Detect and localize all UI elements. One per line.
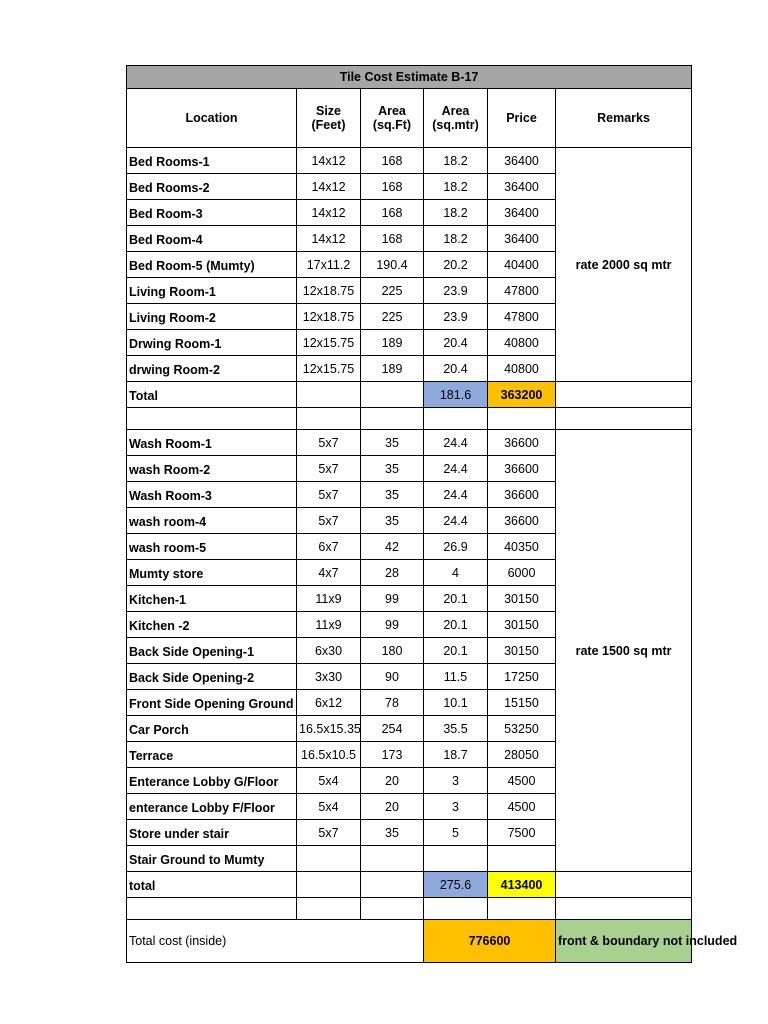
area-sqft-cell: 168 — [361, 200, 424, 226]
price-cell: 47800 — [488, 278, 556, 304]
area-sqft-cell: 168 — [361, 174, 424, 200]
header-area-sqmtr: Area (sq.mtr) — [424, 89, 488, 148]
area-sqmtr-cell: 18.2 — [424, 200, 488, 226]
area-sqmtr-cell: 18.7 — [424, 742, 488, 768]
area-sqft-cell: 189 — [361, 356, 424, 382]
price-cell: 40400 — [488, 252, 556, 278]
location-cell: Back Side Opening-1 — [127, 638, 297, 664]
spacer-row — [127, 408, 692, 430]
empty-cell — [297, 408, 361, 430]
location-cell: Kitchen -2 — [127, 612, 297, 638]
area-sqmtr-cell: 20.4 — [424, 356, 488, 382]
area-sqft-cell: 173 — [361, 742, 424, 768]
size-cell: 14x12 — [297, 200, 361, 226]
area-sqft-cell: 35 — [361, 508, 424, 534]
price-cell: 30150 — [488, 586, 556, 612]
size-cell: 14x12 — [297, 226, 361, 252]
location-cell: Bed Room-5 (Mumty) — [127, 252, 297, 278]
price-cell: 17250 — [488, 664, 556, 690]
grand-total-value: 776600 — [424, 920, 556, 963]
area-sqmtr-cell: 18.2 — [424, 148, 488, 174]
title-row — [127, 66, 692, 89]
empty-cell — [556, 872, 692, 898]
empty-cell — [488, 898, 556, 920]
size-cell: 14x12 — [297, 174, 361, 200]
location-cell: Bed Room-3 — [127, 200, 297, 226]
size-cell: 6x12 — [297, 690, 361, 716]
location-cell: Back Side Opening-2 — [127, 664, 297, 690]
area-sqft-cell: 42 — [361, 534, 424, 560]
sheet-title: Tile Cost Estimate B-17 — [127, 66, 692, 89]
area-sqmtr-cell: 18.2 — [424, 174, 488, 200]
area-sqmtr-cell: 3 — [424, 768, 488, 794]
price-cell: 36600 — [488, 482, 556, 508]
empty-cell — [556, 408, 692, 430]
empty-cell — [297, 872, 361, 898]
price-cell: 28050 — [488, 742, 556, 768]
area-sqmtr-cell: 35.5 — [424, 716, 488, 742]
price-cell: 47800 — [488, 304, 556, 330]
area-sqmtr-cell: 10.1 — [424, 690, 488, 716]
size-cell: 5x4 — [297, 794, 361, 820]
size-cell: 5x7 — [297, 820, 361, 846]
total-row — [127, 872, 692, 898]
area-sqmtr-cell: 20.1 — [424, 638, 488, 664]
location-cell: Wash Room-3 — [127, 482, 297, 508]
size-cell: 16.5x10.5 — [297, 742, 361, 768]
empty-cell — [361, 898, 424, 920]
area-sqft-cell: 254 — [361, 716, 424, 742]
empty-cell — [424, 898, 488, 920]
empty-cell — [127, 898, 297, 920]
size-cell: 12x15.75 — [297, 356, 361, 382]
area-sqft-cell: 99 — [361, 586, 424, 612]
area-sqft-cell: 189 — [361, 330, 424, 356]
area-sqmtr-cell: 23.9 — [424, 304, 488, 330]
total-label: Total — [127, 382, 297, 408]
area-sqft-cell: 225 — [361, 278, 424, 304]
area-sqft-cell: 190.4 — [361, 252, 424, 278]
area-sqft-cell: 180 — [361, 638, 424, 664]
area-sqmtr-cell: 4 — [424, 560, 488, 586]
area-sqmtr-cell: 20.1 — [424, 612, 488, 638]
size-cell: 6x7 — [297, 534, 361, 560]
location-cell: enterance Lobby F/Floor — [127, 794, 297, 820]
area-sqmtr-cell: 18.2 — [424, 226, 488, 252]
price-cell: 40800 — [488, 330, 556, 356]
area-sqft-cell — [361, 846, 424, 872]
size-cell: 12x18.75 — [297, 304, 361, 330]
area-sqmtr-cell: 26.9 — [424, 534, 488, 560]
location-cell: Drwing Room-1 — [127, 330, 297, 356]
size-cell: 12x15.75 — [297, 330, 361, 356]
area-sqft-cell: 35 — [361, 430, 424, 456]
price-cell: 4500 — [488, 794, 556, 820]
area-sqmtr-cell: 20.4 — [424, 330, 488, 356]
area-sqft-cell: 168 — [361, 226, 424, 252]
area-sqft-cell: 78 — [361, 690, 424, 716]
location-cell: wash room-4 — [127, 508, 297, 534]
empty-cell — [361, 872, 424, 898]
empty-cell — [127, 408, 297, 430]
location-cell: Store under stair — [127, 820, 297, 846]
location-cell: Bed Rooms-1 — [127, 148, 297, 174]
area-sqmtr-cell: 24.4 — [424, 456, 488, 482]
price-cell: 36600 — [488, 456, 556, 482]
price-cell: 4500 — [488, 768, 556, 794]
empty-cell — [488, 408, 556, 430]
total-area: 275.6 — [424, 872, 488, 898]
price-cell: 30150 — [488, 612, 556, 638]
area-sqft-cell: 90 — [361, 664, 424, 690]
location-cell: Front Side Opening Ground — [127, 690, 297, 716]
size-cell: 5x7 — [297, 456, 361, 482]
price-cell: 36400 — [488, 148, 556, 174]
size-cell: 11x9 — [297, 586, 361, 612]
empty-cell — [424, 408, 488, 430]
location-cell: Bed Rooms-2 — [127, 174, 297, 200]
size-cell: 11x9 — [297, 612, 361, 638]
area-sqmtr-cell: 23.9 — [424, 278, 488, 304]
size-cell: 5x4 — [297, 768, 361, 794]
grand-total-label: Total cost (inside) — [127, 920, 424, 963]
header-location: Location — [127, 89, 297, 148]
price-cell — [488, 846, 556, 872]
price-cell: 40350 — [488, 534, 556, 560]
area-sqmtr-cell: 20.1 — [424, 586, 488, 612]
location-cell: Enterance Lobby G/Floor — [127, 768, 297, 794]
header-size: Size (Feet) — [297, 89, 361, 148]
header-row — [127, 89, 692, 148]
price-cell: 36400 — [488, 226, 556, 252]
total-row — [127, 382, 692, 408]
location-cell: Terrace — [127, 742, 297, 768]
price-cell: 36600 — [488, 430, 556, 456]
empty-cell — [361, 382, 424, 408]
price-cell: 40800 — [488, 356, 556, 382]
grand-total-row — [127, 920, 692, 963]
area-sqmtr-cell: 11.5 — [424, 664, 488, 690]
area-sqmtr-cell: 24.4 — [424, 430, 488, 456]
location-cell: Bed Room-4 — [127, 226, 297, 252]
area-sqft-cell: 35 — [361, 820, 424, 846]
tile-cost-table — [126, 65, 738, 963]
remark-cell: rate 1500 sq mtr — [556, 430, 692, 872]
table-row — [127, 430, 692, 456]
location-cell: Car Porch — [127, 716, 297, 742]
size-cell: 16.5x15.35 — [297, 716, 361, 742]
area-sqmtr-cell: 24.4 — [424, 508, 488, 534]
empty-cell — [556, 898, 692, 920]
location-cell: Mumty store — [127, 560, 297, 586]
location-cell: drwing Room-2 — [127, 356, 297, 382]
area-sqmtr-cell: 3 — [424, 794, 488, 820]
size-cell: 12x18.75 — [297, 278, 361, 304]
area-sqmtr-cell: 20.2 — [424, 252, 488, 278]
size-cell: 3x30 — [297, 664, 361, 690]
grand-total-note: front & boundary not included — [556, 920, 692, 963]
area-sqft-cell: 35 — [361, 482, 424, 508]
empty-cell — [297, 382, 361, 408]
size-cell: 17x11.2 — [297, 252, 361, 278]
location-cell: Living Room-2 — [127, 304, 297, 330]
area-sqft-cell: 28 — [361, 560, 424, 586]
area-sqft-cell: 20 — [361, 794, 424, 820]
price-cell: 30150 — [488, 638, 556, 664]
price-cell: 36400 — [488, 174, 556, 200]
location-cell: Wash Room-1 — [127, 430, 297, 456]
header-area-sqft: Area (sq.Ft) — [361, 89, 424, 148]
size-cell: 5x7 — [297, 508, 361, 534]
area-sqmtr-cell: 24.4 — [424, 482, 488, 508]
area-sqft-cell: 20 — [361, 768, 424, 794]
area-sqmtr-cell: 5 — [424, 820, 488, 846]
price-cell: 7500 — [488, 820, 556, 846]
location-cell: Kitchen-1 — [127, 586, 297, 612]
header-remarks: Remarks — [556, 89, 692, 148]
size-cell: 14x12 — [297, 148, 361, 174]
area-sqft-cell: 168 — [361, 148, 424, 174]
area-sqft-cell: 225 — [361, 304, 424, 330]
empty-cell — [556, 382, 692, 408]
remark-cell: rate 2000 sq mtr — [556, 148, 692, 382]
location-cell: Living Room-1 — [127, 278, 297, 304]
total-label: total — [127, 872, 297, 898]
size-cell: 5x7 — [297, 430, 361, 456]
total-price: 363200 — [488, 382, 556, 408]
price-cell: 36400 — [488, 200, 556, 226]
price-cell: 36600 — [488, 508, 556, 534]
location-cell: wash Room-2 — [127, 456, 297, 482]
price-cell: 15150 — [488, 690, 556, 716]
area-sqft-cell: 35 — [361, 456, 424, 482]
empty-cell — [297, 898, 361, 920]
price-cell: 6000 — [488, 560, 556, 586]
total-area: 181.6 — [424, 382, 488, 408]
total-price: 413400 — [488, 872, 556, 898]
location-cell: Stair Ground to Mumty — [127, 846, 297, 872]
header-price: Price — [488, 89, 556, 148]
area-sqmtr-cell — [424, 846, 488, 872]
spacer-row — [127, 898, 692, 920]
size-cell — [297, 846, 361, 872]
price-cell: 53250 — [488, 716, 556, 742]
location-cell: wash room-5 — [127, 534, 297, 560]
area-sqft-cell: 99 — [361, 612, 424, 638]
size-cell: 6x30 — [297, 638, 361, 664]
size-cell: 4x7 — [297, 560, 361, 586]
size-cell: 5x7 — [297, 482, 361, 508]
empty-cell — [361, 408, 424, 430]
table-row — [127, 148, 692, 174]
